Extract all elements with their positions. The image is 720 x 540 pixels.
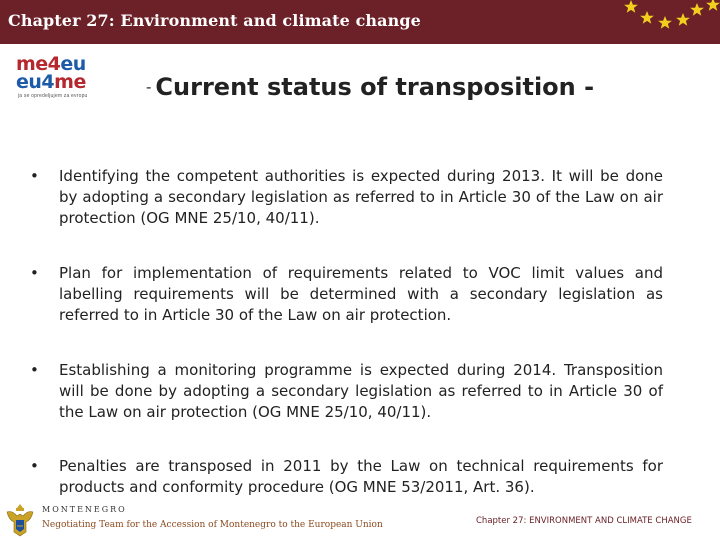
footer-team: Negotiating Team for the Accession of Montenegro to the European Union: [42, 520, 383, 530]
bullet-dot-icon: •: [30, 457, 39, 475]
logo-line1-eu: eu: [60, 53, 86, 75]
bullet-text: Penalties are transposed in 2011 by the Law on technical requirements for products and conformity procedure (OG MNE 53/2011, Art. 36).: [59, 457, 663, 496]
header-title: Chapter 27: Environment and climate change: [8, 11, 421, 30]
slide-title: [146, 73, 594, 101]
bullet-dot-icon: •: [30, 264, 39, 282]
bullet-text: Establishing a monitoring programme is expected during 2014. Transposition will be done by adopting a secondary legislation as referred to in Article 30 of the Law on air protection (OG MNE 25/10, 40/11).: [59, 361, 663, 421]
logo-line1-me4: me4: [16, 53, 61, 75]
footer-country: MONTENEGRO: [42, 505, 127, 514]
slide-title-dash: -: [146, 78, 152, 96]
bullet-dot-icon: •: [30, 361, 39, 379]
header-bar: [0, 0, 720, 44]
slide-title-text: Current status of transposition -: [155, 73, 595, 101]
logo-tagline: ja se opredeljujem za evropu: [18, 93, 88, 99]
footer-chapter: Chapter 27: ENVIRONMENT AND CLIMATE CHANGE: [476, 516, 692, 526]
bullet-dot-icon: •: [30, 167, 39, 185]
bullet-text: Plan for implementation of requirements related to VOC limit values and labelling requirements will be determined with a secondary legislation as referred to in Article 30 of the Law on air protection.: [59, 264, 663, 324]
logo-line2-me: me: [54, 71, 86, 93]
logo-line2-eu4: eu4: [16, 71, 55, 93]
me4eu-logo: [16, 55, 116, 101]
bullet-text: Identifying the competent authorities is expected during 2013. It will be done by adopting a secondary legislation as referred to in Article 30 of the Law on air protection (OG MNE 25/10, 40/11).: [59, 167, 663, 227]
montenegro-coat-of-arms-icon: [4, 502, 36, 538]
